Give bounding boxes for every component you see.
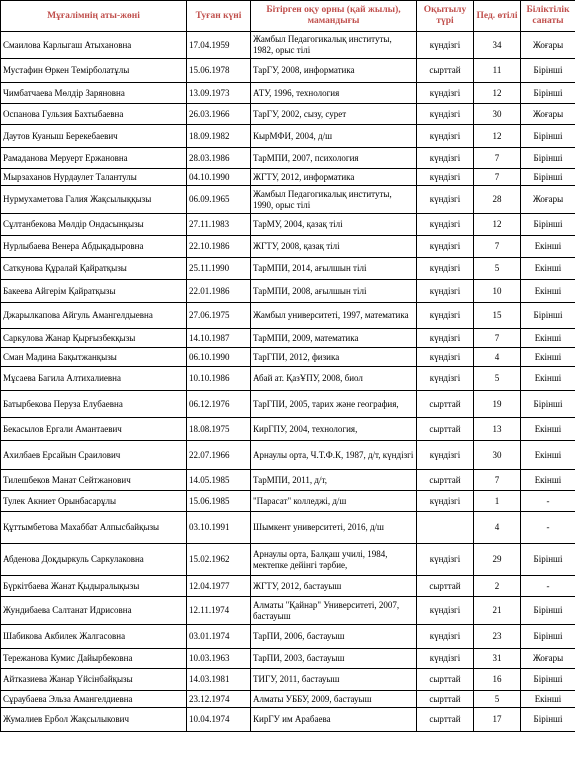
education-info: Жамбыл Педагогикалық институты, 1982, орыс тілі [251, 32, 417, 59]
qualification-category: Бірінші [521, 169, 575, 186]
table-row [1, 441, 575, 470]
education-info: Арнаулы орта, Ч.Т.Ф.К, 1987, д/т, күндізгі [251, 441, 417, 470]
qualification-category: Екінші [521, 470, 575, 491]
teacher-name: Сман Мадина Бақытжанқызы [1, 348, 187, 367]
birth-date: 17.04.1959 [187, 32, 251, 59]
table-row [1, 544, 575, 576]
education-info: ТарПИ, 2006, бастауыш [251, 625, 417, 649]
table-row [1, 125, 575, 148]
study-form: күндізгі [417, 186, 474, 214]
table-row [1, 236, 575, 258]
ped-experience: 21 [474, 597, 521, 625]
ped-experience: 12 [474, 125, 521, 148]
qualification-category: - [521, 491, 575, 512]
teacher-name: Тережанова Кумис Дайырбековна [1, 649, 187, 669]
qualification-category: Екінші [521, 329, 575, 348]
teacher-name: Құттымбетова Махаббат Алпысбайқызы [1, 512, 187, 544]
birth-date: 22.10.1986 [187, 236, 251, 258]
teacher-name: Джарылкапова Айгуль Амангелдыевна [1, 303, 187, 329]
education-info: Жамбыл университеті, 1997, математика [251, 303, 417, 329]
ped-experience: 2 [474, 576, 521, 597]
study-form: күндізгі [417, 367, 474, 391]
qualification-category: Екінші [521, 280, 575, 303]
teacher-name: Жумалиев Ербол Жақсылыкович [1, 708, 187, 732]
qualification-category: Бірінші [521, 391, 575, 418]
birth-date: 18.09.1982 [187, 125, 251, 148]
teacher-name: Нурмухаметова Галия Жақсылыққызы [1, 186, 187, 214]
study-form: күндізгі [417, 125, 474, 148]
teacher-name: Тулек Акниет Орынбасарұлы [1, 491, 187, 512]
birth-date: 22.01.1986 [187, 280, 251, 303]
study-form: күндізгі [417, 148, 474, 169]
birth-date: 06.09.1965 [187, 186, 251, 214]
table-row [1, 708, 575, 732]
ped-experience: 19 [474, 391, 521, 418]
header-name: Мұғалімнің аты-жөні [1, 1, 187, 32]
teacher-name: Сұлтанбекова Мөлдір Ондасынқызы [1, 214, 187, 236]
birth-date: 22.07.1966 [187, 441, 251, 470]
study-form: сырттай [417, 470, 474, 491]
education-info: Жамбыл Педагогикалық институты, 1990, орыс тілі [251, 186, 417, 214]
table-row [1, 625, 575, 649]
qualification-category: Екінші [521, 691, 575, 708]
qualification-category: Бірінші [521, 125, 575, 148]
teacher-name: Оспанова Гульзия Бахтыбаевна [1, 104, 187, 125]
qualification-category: Жоғары [521, 104, 575, 125]
study-form: күндізгі [417, 544, 474, 576]
header-birth: Туған күні [187, 1, 251, 32]
ped-experience: 7 [474, 148, 521, 169]
table-row [1, 303, 575, 329]
education-info: АТУ, 1996, технология [251, 83, 417, 104]
qualification-category: Бірінші [521, 214, 575, 236]
birth-date: 10.04.1974 [187, 708, 251, 732]
birth-date: 14.10.1987 [187, 329, 251, 348]
qualification-category: Екінші [521, 236, 575, 258]
table-row [1, 418, 575, 441]
table-row [1, 512, 575, 544]
education-info: Алматы "Қайнар" Университеті, 2007, бастауыш [251, 597, 417, 625]
study-form: күндізгі [417, 83, 474, 104]
education-info: ТИГУ, 2011, бастауыш [251, 669, 417, 691]
study-form: күндізгі [417, 303, 474, 329]
education-info: Шымкент университеті, 2016, д/ш [251, 512, 417, 544]
ped-experience: 5 [474, 691, 521, 708]
teacher-name: Саркулова Жанар Қырғызбекқызы [1, 329, 187, 348]
qualification-category: Бірінші [521, 625, 575, 649]
birth-date: 28.03.1986 [187, 148, 251, 169]
study-form: сырттай [417, 669, 474, 691]
study-form: сырттай [417, 708, 474, 732]
study-form: күндізгі [417, 441, 474, 470]
birth-date: 12.11.1974 [187, 597, 251, 625]
education-info: ЖГТУ, 2012, бастауыш [251, 576, 417, 597]
table-row [1, 691, 575, 708]
study-form: күндізгі [417, 169, 474, 186]
study-form: сырттай [417, 391, 474, 418]
education-info: ТарМПИ, 2007, психология [251, 148, 417, 169]
qualification-category: Екінші [521, 367, 575, 391]
education-info: КырМФИ, 2004, д/ш [251, 125, 417, 148]
birth-date: 23.12.1974 [187, 691, 251, 708]
education-info: КирГУ им Арабаева [251, 708, 417, 732]
qualification-category: Жоғары [521, 32, 575, 59]
header-form: Оқытылу түрі [417, 1, 474, 32]
education-info: Абай ат. ҚазҰПУ, 2008, биол [251, 367, 417, 391]
teacher-name: Жундибаева Салтанат Идрисовна [1, 597, 187, 625]
birth-date: 26.03.1966 [187, 104, 251, 125]
birth-date: 27.11.1983 [187, 214, 251, 236]
ped-experience: 31 [474, 649, 521, 669]
ped-experience: 23 [474, 625, 521, 649]
ped-experience: 5 [474, 367, 521, 391]
qualification-category: Жоғары [521, 186, 575, 214]
study-form: сырттай [417, 691, 474, 708]
birth-date: 12.04.1977 [187, 576, 251, 597]
table-row [1, 649, 575, 669]
qualification-category: Бірінші [521, 597, 575, 625]
study-form: сырттай [417, 418, 474, 441]
table-row [1, 367, 575, 391]
education-info: ТарМПИ, 2008, ағылшын тілі [251, 280, 417, 303]
teacher-name: Айтказиева Жанар Үйсінбайқызы [1, 669, 187, 691]
ped-experience: 7 [474, 470, 521, 491]
qualification-category: Бірінші [521, 669, 575, 691]
teacher-name: Рамаданова Меруерт Ержановна [1, 148, 187, 169]
study-form: күндізгі [417, 104, 474, 125]
teacher-name: Абденова Доқдыркуль Саркулаковна [1, 544, 187, 576]
table-row [1, 280, 575, 303]
birth-date: 14.05.1985 [187, 470, 251, 491]
study-form: күндізгі [417, 214, 474, 236]
education-info: ЖГТУ, 2008, қазақ тілі [251, 236, 417, 258]
education-info: ТарМПИ, 2014, ағылшын тілі [251, 258, 417, 280]
ped-experience: 5 [474, 258, 521, 280]
qualification-category: Бірінші [521, 148, 575, 169]
ped-experience: 7 [474, 169, 521, 186]
study-form: сырттай [417, 59, 474, 83]
ped-experience: 10 [474, 280, 521, 303]
teacher-name: Мұсаева Багила Алтихалиевна [1, 367, 187, 391]
ped-experience: 15 [474, 303, 521, 329]
birth-date: 13.09.1973 [187, 83, 251, 104]
study-form: күндізгі [417, 491, 474, 512]
birth-date: 18.08.1975 [187, 418, 251, 441]
education-info: ТарГУ, 2008, информатика [251, 59, 417, 83]
header-row [1, 1, 575, 32]
education-info: ТарГУ, 2002, сызу, сурет [251, 104, 417, 125]
table-row [1, 391, 575, 418]
table-row [1, 669, 575, 691]
study-form [417, 512, 474, 544]
birth-date: 15.06.1978 [187, 59, 251, 83]
birth-date: 04.10.1990 [187, 169, 251, 186]
table-row [1, 59, 575, 83]
ped-experience: 34 [474, 32, 521, 59]
birth-date: 06.10.1990 [187, 348, 251, 367]
study-form: күндізгі [417, 597, 474, 625]
study-form: күндізгі [417, 32, 474, 59]
table-row [1, 148, 575, 169]
table-row [1, 32, 575, 59]
study-form: күндізгі [417, 649, 474, 669]
education-info: ТарМУ, 2004, қазақ тілі [251, 214, 417, 236]
teacher-name: Нурлыбаева Венера Абдықадыровна [1, 236, 187, 258]
study-form: күндізгі [417, 348, 474, 367]
qualification-category: Бірінші [521, 59, 575, 83]
header-experience: Пед. өтілі [474, 1, 521, 32]
table-row [1, 169, 575, 186]
education-info: ТарПИ, 2003, бастауыш [251, 649, 417, 669]
header-category: Біліктілік санаты [521, 1, 575, 32]
ped-experience: 16 [474, 669, 521, 691]
teacher-name: Ахилбаев Ерсайын Сраилович [1, 441, 187, 470]
teacher-name: Тилешбеков Манат Сейтжанович [1, 470, 187, 491]
qualification-category: Екінші [521, 258, 575, 280]
birth-date: 06.12.1976 [187, 391, 251, 418]
ped-experience: 11 [474, 59, 521, 83]
study-form: күндізгі [417, 329, 474, 348]
table-row [1, 214, 575, 236]
qualification-category: Екінші [521, 348, 575, 367]
table-row [1, 597, 575, 625]
table-row [1, 470, 575, 491]
ped-experience: 13 [474, 418, 521, 441]
birth-date: 03.01.1974 [187, 625, 251, 649]
education-info: ТарМПИ, 2009, математика [251, 329, 417, 348]
birth-date: 15.06.1985 [187, 491, 251, 512]
ped-experience: 7 [474, 236, 521, 258]
table-row [1, 491, 575, 512]
ped-experience: 29 [474, 544, 521, 576]
ped-experience: 30 [474, 441, 521, 470]
qualification-category: Жоғары [521, 649, 575, 669]
ped-experience: 12 [474, 214, 521, 236]
birth-date: 10.10.1986 [187, 367, 251, 391]
qualification-category: - [521, 576, 575, 597]
birth-date: 03.10.1991 [187, 512, 251, 544]
ped-experience: 4 [474, 512, 521, 544]
teacher-name: Батырбекова Перуза Елубаевна [1, 391, 187, 418]
education-info: ТарГПИ, 2005, тарих және география, [251, 391, 417, 418]
education-info: ТарМПИ, 2011, д/т, [251, 470, 417, 491]
qualification-category: Екінші [521, 418, 575, 441]
table-row [1, 186, 575, 214]
birth-date: 14.03.1981 [187, 669, 251, 691]
table-row [1, 348, 575, 367]
ped-experience: 30 [474, 104, 521, 125]
qualification-category: Бірінші [521, 708, 575, 732]
ped-experience: 17 [474, 708, 521, 732]
education-info: Алматы УББУ, 2009, бастауыш [251, 691, 417, 708]
teacher-name: Даутов Куаныш Берекебаевич [1, 125, 187, 148]
qualification-category: Бірінші [521, 83, 575, 104]
teacher-name: Мустафин Өркен Темірболатұлы [1, 59, 187, 83]
ped-experience: 1 [474, 491, 521, 512]
ped-experience: 4 [474, 348, 521, 367]
teacher-name: Бекасылов Ергали Амантаевич [1, 418, 187, 441]
ped-experience: 12 [474, 83, 521, 104]
birth-date: 15.02.1962 [187, 544, 251, 576]
qualification-category: Бірінші [521, 303, 575, 329]
study-form: күндізгі [417, 280, 474, 303]
table-row [1, 329, 575, 348]
study-form: күндізгі [417, 625, 474, 649]
table-row [1, 576, 575, 597]
birth-date: 10.03.1963 [187, 649, 251, 669]
education-info: КирГПУ, 2004, технология, [251, 418, 417, 441]
table-row [1, 83, 575, 104]
table-row [1, 104, 575, 125]
education-info: Арнаулы орта, Балқаш училі, 1984, мектепке дейінгі тәрбие, [251, 544, 417, 576]
teacher-name: Бакеева Айгерім Қайратқызы [1, 280, 187, 303]
study-form: сырттай [417, 576, 474, 597]
teacher-name: Смаилова Карлыгаш Атыхановна [1, 32, 187, 59]
teacher-name: Мырзаханов Нурдаулет Талантулы [1, 169, 187, 186]
birth-date: 25.11.1990 [187, 258, 251, 280]
teacher-name: Бүркітбаева Жанат Қыдыралықызы [1, 576, 187, 597]
qualification-category: Екінші [521, 441, 575, 470]
birth-date: 27.06.1975 [187, 303, 251, 329]
ped-experience: 7 [474, 329, 521, 348]
teacher-name: Сұраубаева Эльза Амангелдиевна [1, 691, 187, 708]
header-education: Бітірген оқу орны (қай жылы), мамандығы [251, 1, 417, 32]
teacher-name: Шабикова Акбилек Жалгасовна [1, 625, 187, 649]
education-info: ЖГТУ, 2012, информатика [251, 169, 417, 186]
education-info: "Парасат" колледжі, д/ш [251, 491, 417, 512]
table-row [1, 258, 575, 280]
study-form: күндізгі [417, 258, 474, 280]
qualification-category: Бірінші [521, 544, 575, 576]
study-form: күндізгі [417, 236, 474, 258]
qualification-category: - [521, 512, 575, 544]
teacher-name: Саткунова Құралай Қайратқызы [1, 258, 187, 280]
teacher-name: Чимбатчаева Мөлдір Заряновна [1, 83, 187, 104]
ped-experience: 28 [474, 186, 521, 214]
education-info: ТарГПИ, 2012, физика [251, 348, 417, 367]
